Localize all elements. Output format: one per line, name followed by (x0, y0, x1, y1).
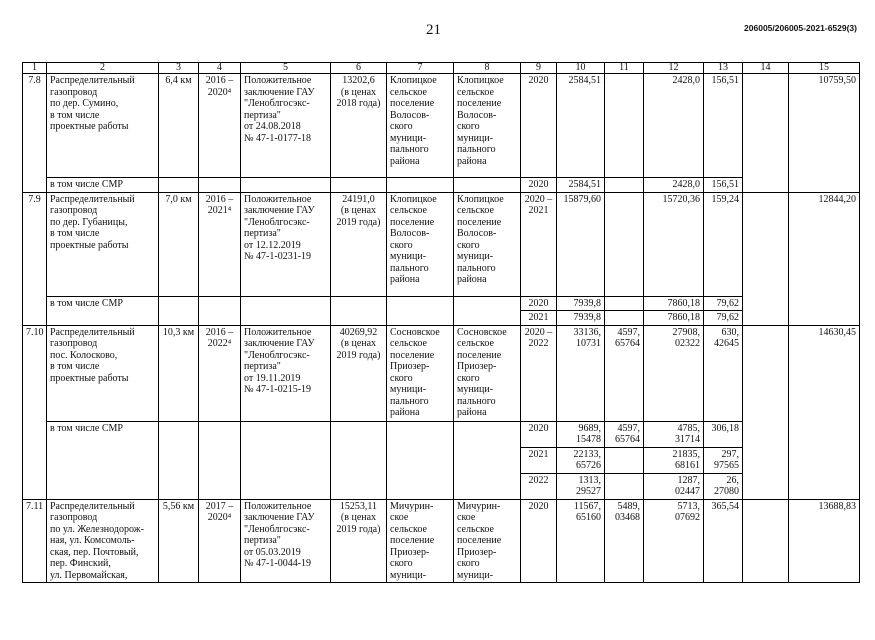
amount-col-13: 365,54 (704, 499, 743, 583)
smr-empty-cell (199, 421, 241, 499)
smr-empty-cell (159, 421, 199, 499)
smr-empty-cell (159, 296, 199, 325)
smr-col-13: 306,18 (704, 421, 743, 447)
smr-col-11: 4597, 65764 (605, 421, 644, 447)
customer: Клопицкое сельское поселение Волосов- ского муници- пального района (387, 192, 454, 296)
smr-row (23, 178, 860, 193)
amount-col-13: 156,51 (704, 74, 743, 178)
smr-label: в том числе СМР (47, 421, 159, 499)
year: 2020 – 2021 (521, 192, 557, 296)
smr-col-12: 2428,0 (644, 178, 704, 193)
total-amount: 15879,60 (557, 192, 605, 296)
column-number: 2 (47, 63, 159, 74)
total-amount: 2584,51 (557, 74, 605, 178)
smr-col-11 (605, 447, 644, 473)
smr-year: 2020 (521, 178, 557, 193)
smr-col-11 (605, 473, 644, 499)
smr-empty-cell (241, 178, 331, 193)
item-number: 7.10 (23, 325, 47, 499)
column-number: 6 (331, 63, 387, 74)
smr-year: 2021 (521, 447, 557, 473)
smr-empty-cell (454, 178, 521, 193)
customer: Клопицкое сельское поселение Волосов- ского муници- пального района (387, 74, 454, 178)
customer: Мичурин- ское сельское поселение Приозер- ского муници- (387, 499, 454, 583)
document-code: 206005/206005-2021-6529(3) (744, 23, 857, 33)
owner: Клопицкое сельское поселение Волосов- ского муници- пального района (454, 192, 521, 296)
smr-year: 2022 (521, 473, 557, 499)
year: 2020 – 2022 (521, 325, 557, 421)
object-name: Распределительный газопровод пос. Колосково, в том числе проектные работы (47, 325, 159, 421)
column-number: 8 (454, 63, 521, 74)
smr-label: в том числе СМР (47, 178, 159, 193)
item-number: 7.9 (23, 192, 47, 325)
column-number: 7 (387, 63, 454, 74)
pipeline-length: 10,3 км (159, 325, 199, 421)
smr-col-13: 79,62 (704, 311, 743, 326)
smr-total: 7939,8 (557, 311, 605, 326)
estimated-cost: 24191,0 (в ценах 2019 года) (331, 192, 387, 296)
smr-empty-cell (159, 178, 199, 193)
smr-empty-cell (331, 178, 387, 193)
smr-total: 22133, 65726 (557, 447, 605, 473)
investment-table (22, 62, 860, 583)
smr-total: 9689, 15478 (557, 421, 605, 447)
smr-col-12: 4785, 31714 (644, 421, 704, 447)
total-amount: 33136, 10731 (557, 325, 605, 421)
item-number: 7.11 (23, 499, 47, 583)
amount-col-11: 4597, 65764 (605, 325, 644, 421)
smr-col-12: 7860,18 (644, 311, 704, 326)
smr-col-11 (605, 296, 644, 311)
smr-label: в том числе СМР (47, 296, 159, 325)
column-number: 9 (521, 63, 557, 74)
pipeline-length: 7,0 км (159, 192, 199, 296)
smr-empty-cell (331, 421, 387, 499)
amount-col-13: 159,24 (704, 192, 743, 296)
object-name: Распределительный газопровод по дер. Сумино, в том числе проектные работы (47, 74, 159, 178)
amount-col-14 (743, 325, 789, 499)
smr-empty-cell (331, 296, 387, 325)
smr-year: 2021 (521, 311, 557, 326)
amount-col-15: 14630,45 (789, 325, 860, 499)
smr-total: 1313, 29527 (557, 473, 605, 499)
smr-col-13: 79,62 (704, 296, 743, 311)
smr-col-12: 7860,18 (644, 296, 704, 311)
object-name: Распределительный газопровод по дер. Губаницы, в том числе проектные работы (47, 192, 159, 296)
object-name: Распределительный газопровод по ул. Железнодорож- ная, ул. Комсомоль- ская, пер. Почтовый, пер. Финский, ул. Первомайская, (47, 499, 159, 583)
amount-col-12: 15720,36 (644, 192, 704, 296)
expertise-conclusion: Положительное заключение ГАУ "Леноблгосэкс- пертиза" от 24.08.2018 № 47-1-0177-18 (241, 74, 331, 178)
column-number: 11 (605, 63, 644, 74)
smr-total: 7939,8 (557, 296, 605, 311)
construction-period: 2016 – 2020⁴ (199, 74, 241, 178)
smr-year: 2020 (521, 421, 557, 447)
table-row (23, 325, 860, 421)
smr-empty-cell (454, 421, 521, 499)
smr-col-12: 21835, 68161 (644, 447, 704, 473)
table-row (23, 74, 860, 178)
smr-col-12: 1287, 02447 (644, 473, 704, 499)
estimated-cost: 13202,6 (в ценах 2018 года) (331, 74, 387, 178)
smr-empty-cell (387, 178, 454, 193)
amount-col-14 (743, 192, 789, 325)
smr-col-13: 297, 97565 (704, 447, 743, 473)
column-number: 12 (644, 63, 704, 74)
item-number: 7.8 (23, 74, 47, 193)
pipeline-length: 5,56 км (159, 499, 199, 583)
column-number: 5 (241, 63, 331, 74)
amount-col-15: 13688,83 (789, 499, 860, 583)
amount-col-15: 12844,20 (789, 192, 860, 325)
amount-col-12: 5713, 07692 (644, 499, 704, 583)
smr-row (23, 296, 860, 311)
construction-period: 2016 – 2022⁴ (199, 325, 241, 421)
amount-col-12: 2428,0 (644, 74, 704, 178)
expertise-conclusion: Положительное заключение ГАУ "Леноблгосэкс- пертиза" от 19.11.2019 № 47-1-0215-19 (241, 325, 331, 421)
owner: Клопицкое сельское поселение Волосов- ского муници- пального района (454, 74, 521, 178)
column-number: 1 (23, 63, 47, 74)
smr-total: 2584,51 (557, 178, 605, 193)
smr-empty-cell (199, 296, 241, 325)
smr-col-13: 26, 27080 (704, 473, 743, 499)
smr-col-11 (605, 311, 644, 326)
construction-period: 2016 – 2021⁴ (199, 192, 241, 296)
smr-empty-cell (387, 421, 454, 499)
amount-col-12: 27908, 02322 (644, 325, 704, 421)
column-number: 4 (199, 63, 241, 74)
customer: Сосновское сельское поселение Приозер- ского муници- пального района (387, 325, 454, 421)
column-number: 3 (159, 63, 199, 74)
estimated-cost: 40269,92 (в ценах 2019 года) (331, 325, 387, 421)
year: 2020 (521, 499, 557, 583)
pipeline-length: 6,4 км (159, 74, 199, 178)
smr-empty-cell (454, 296, 521, 325)
column-number-row (23, 63, 860, 74)
smr-empty-cell (241, 296, 331, 325)
owner: Сосновское сельское поселение Приозер- ского муници- пального района (454, 325, 521, 421)
amount-col-14 (743, 74, 789, 193)
estimated-cost: 15253,11 (в ценах 2019 года) (331, 499, 387, 583)
amount-col-11 (605, 74, 644, 178)
expertise-conclusion: Положительное заключение ГАУ "Леноблгосэкс- пертиза" от 12.12.2019 № 47-1-0231-19 (241, 192, 331, 296)
smr-col-13: 156,51 (704, 178, 743, 193)
smr-empty-cell (199, 178, 241, 193)
table-row (23, 499, 860, 583)
smr-row (23, 421, 860, 447)
amount-col-11: 5489, 03468 (605, 499, 644, 583)
amount-col-14 (743, 499, 789, 583)
page-number: 21 (426, 22, 441, 38)
amount-col-13: 630, 42645 (704, 325, 743, 421)
amount-col-15: 10759,50 (789, 74, 860, 193)
total-amount: 11567, 65160 (557, 499, 605, 583)
smr-empty-cell (387, 296, 454, 325)
table-row (23, 192, 860, 296)
year: 2020 (521, 74, 557, 178)
amount-col-11 (605, 192, 644, 296)
expertise-conclusion: Положительное заключение ГАУ "Леноблгосэкс- пертиза" от 05.03.2019 № 47-1-0044-19 (241, 499, 331, 583)
construction-period: 2017 – 2020⁴ (199, 499, 241, 583)
owner: Мичурин- ское сельское поселение Приозер- ского муници- (454, 499, 521, 583)
smr-col-11 (605, 178, 644, 193)
column-number: 15 (789, 63, 860, 74)
smr-empty-cell (241, 421, 331, 499)
column-number: 13 (704, 63, 743, 74)
smr-year: 2020 (521, 296, 557, 311)
column-number: 10 (557, 63, 605, 74)
column-number: 14 (743, 63, 789, 74)
